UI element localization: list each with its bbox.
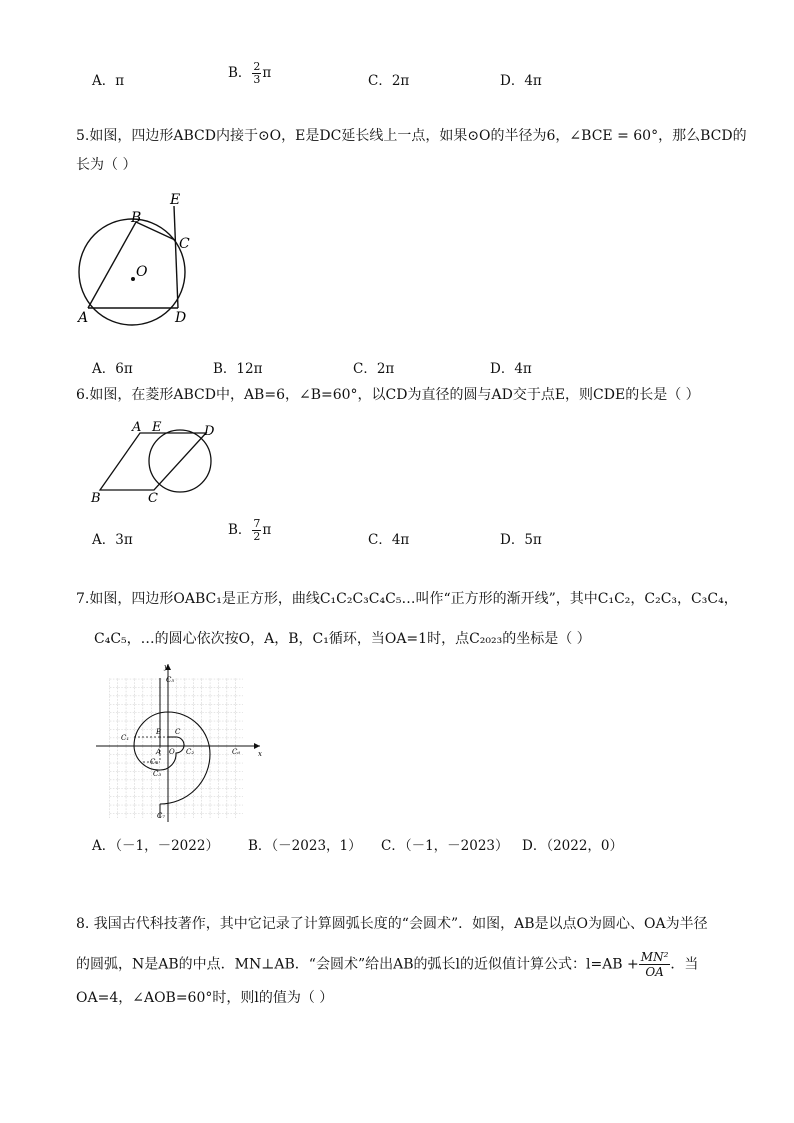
q8-stem-line2 — [76, 950, 698, 979]
q8-stem-line1: 8. 我国古代科技著作，其中它记录了计算圆弧长度的“会圆术”．如图，AB是以点O为圆心、OA为半径 — [76, 916, 708, 932]
q6-option-c: C．4π — [368, 532, 410, 548]
q6-label-d: D — [204, 424, 215, 439]
q5-segment-ba — [88, 222, 136, 308]
q7-label-y: y — [164, 663, 168, 671]
q8-formula-denominator: OA — [645, 965, 664, 979]
q7-label-c1: C₁ — [121, 734, 130, 742]
q7-stem-line2: C₄C₅，…的圆心依次按O，A，B，C₁循环，当OA=1时，点C₂₀₂₃的坐标是（ ） — [94, 631, 591, 647]
q5-segment-de — [174, 206, 178, 308]
q6-option-b-numerator: 7 — [253, 517, 261, 530]
q8-formula-fraction — [639, 950, 671, 979]
q6-option-d: D．5π — [500, 532, 542, 548]
q7-label-x: x — [258, 750, 262, 758]
q5-stem-line2: 长为（ ） — [76, 157, 137, 173]
q7-label-c7: C₇ — [157, 812, 166, 820]
q6-stem-line1: 6.如图，在菱形ABCD中，AB=6，∠B=60°，以CD为直径的圆与AD交于点E，则CDE的长是（ ） — [76, 387, 700, 403]
q7-label-b: B — [156, 728, 162, 736]
q6-option-b — [228, 518, 271, 543]
q6-figure — [88, 418, 228, 506]
q6-option-a: A．3π — [92, 532, 133, 548]
q7-option-a: A．（－1，－2022） — [92, 838, 219, 854]
q7-label-c6: C₆ — [232, 748, 241, 756]
q8-formula-numerator: MN² — [640, 950, 669, 964]
q4-option-b-numerator: 2 — [253, 60, 261, 73]
q7-option-b: B．（－2023，1） — [248, 838, 362, 854]
q6-option-b-prefix: B． — [228, 522, 252, 538]
q8-stem-line2-end: ．当 — [670, 956, 699, 973]
q6-option-b-suffix: π — [262, 522, 272, 538]
q5-label-d: D — [175, 310, 187, 326]
q7-label-c5: C₅ — [166, 676, 175, 684]
q5-stem-line1: 5.如图，四边形ABCD内接于⊙O，E是DC延长线上一点，如果⊙O的半径为6，∠BCE = 60°，那么BCD的 — [76, 128, 747, 144]
q5-option-c: C．2π — [353, 361, 395, 377]
q5-label-c: C — [179, 236, 190, 252]
q7-label-c3: C₃ — [153, 770, 162, 778]
q5-circle-o — [79, 219, 185, 325]
q8-stem-line3: OA=4，∠AOB=60°时，则l的值为（ ） — [76, 990, 334, 1006]
q5-option-a: A．6π — [92, 361, 133, 377]
q7-label-a: A — [156, 748, 162, 756]
q6-rhombus-abcd — [100, 433, 206, 490]
q7-label-c2: C₂ — [186, 748, 195, 756]
q7-label-c4: C₄ — [150, 758, 159, 766]
q4-option-a: A．π — [92, 73, 125, 89]
q6-option-b-fraction — [252, 518, 261, 543]
q7-label-o: O — [169, 748, 175, 756]
q5-option-d: D．4π — [490, 361, 532, 377]
q5-label-b: B — [131, 210, 142, 226]
q4-option-b-prefix: B． — [228, 65, 252, 81]
q4-option-d: D．4π — [500, 73, 542, 89]
q5-figure — [70, 188, 200, 328]
q6-label-a: A — [132, 420, 142, 435]
q5-center-point — [131, 277, 135, 281]
q7-option-d: D．（2022，0） — [522, 838, 624, 854]
q8-stem-line2-text: 的圆弧，N是AB的中点．MN⊥AB．“会圆术”给出AB的弧长l的近似值计算公式：l=AB + — [76, 956, 639, 973]
q6-label-e: E — [152, 420, 162, 435]
q7-option-c: C．（－1，－2023） — [381, 838, 509, 854]
q4-option-b-fraction — [252, 61, 261, 86]
q7-grid — [109, 678, 243, 818]
q5-label-a: A — [78, 310, 89, 326]
q5-option-b: B．12π — [213, 361, 263, 377]
q4-option-b-suffix: π — [262, 65, 272, 81]
q6-option-b-denominator: 2 — [253, 530, 261, 543]
q5-label-o: O — [136, 264, 148, 280]
q4-option-b-denominator: 3 — [253, 73, 261, 86]
q7-stem-line1: 7.如图，四边形OABC₁是正方形，曲线C₁C₂C₃C₄C₅…叫作“正方形的渐开线”，其中C₁C₂，C₂C₃，C₃C₄， — [76, 591, 738, 607]
q7-figure — [92, 660, 268, 826]
q7-x-arrow — [254, 743, 260, 749]
q5-label-e: E — [170, 192, 181, 208]
q6-label-c: C — [148, 491, 158, 506]
q4-option-c: C．2π — [368, 73, 410, 89]
q6-label-b: B — [91, 491, 101, 506]
q7-label-c: C — [175, 728, 181, 736]
q4-option-b — [228, 61, 271, 86]
